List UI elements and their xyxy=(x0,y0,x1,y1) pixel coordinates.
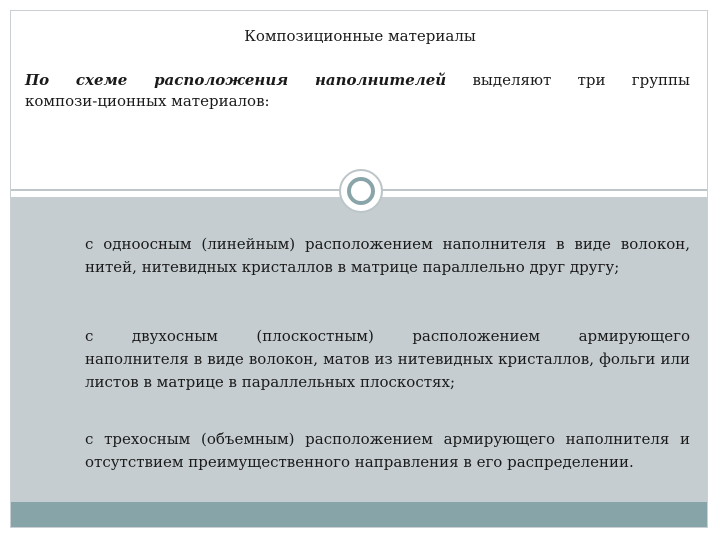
footer-bar xyxy=(11,502,707,527)
intro-line-1 xyxy=(25,70,690,91)
intro-lead: По схеме расположения наполнителей xyxy=(25,71,447,89)
group-triaxial: с трехосным (объемным) расположением армирующего наполнителя и отсутствием преимущественного направления в его распределении. xyxy=(85,430,690,471)
group-biaxial-line-1: с двухосным (плоскостным) расположением армирующего xyxy=(85,327,690,345)
intro-paragraph xyxy=(25,70,690,112)
group-biaxial-rest: наполнителя в виде волокон, матов из нитевидных кристаллов, фольги или листов в матрице в параллельных плоскостях; xyxy=(85,350,690,391)
group-uniaxial: с одноосным (линейным) расположением наполнителя в виде волокон, нитей, нитевидных кристаллов в матрице параллельно друг другу; xyxy=(85,235,690,276)
intro-line-2: компози-ционных материалов: xyxy=(25,92,270,110)
slide-title: Композиционные материалы xyxy=(244,27,476,45)
intro-rest: выделяют три группы xyxy=(472,71,690,89)
circle-ring-icon xyxy=(347,177,375,205)
group-biaxial xyxy=(85,325,690,394)
circle-ornament-icon xyxy=(339,169,383,213)
